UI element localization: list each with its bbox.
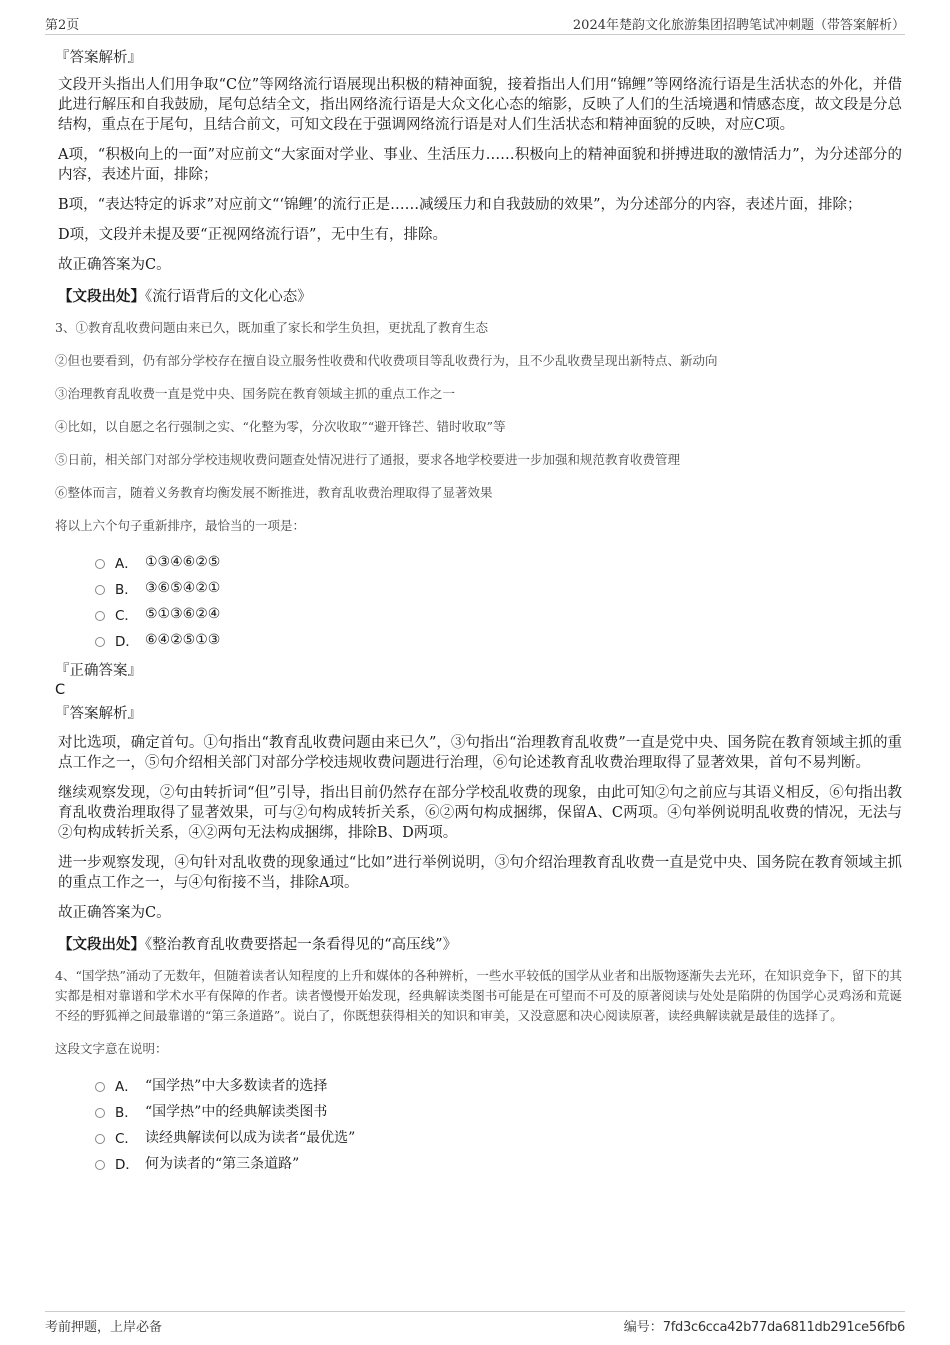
option-d[interactable]: [95, 1150, 902, 1176]
option-letter: B．: [115, 582, 138, 598]
option-letter: D．: [115, 1157, 139, 1173]
passage-source: [58, 933, 902, 954]
page-footer: [45, 1311, 905, 1338]
radio-icon[interactable]: [95, 1134, 105, 1144]
analysis-paragraph: 故正确答案为C。: [58, 905, 171, 921]
option-text: 读经典解读何以成为读者“最优选”: [145, 1130, 356, 1146]
radio-icon[interactable]: [95, 1108, 105, 1118]
source-title: 《整治教育乱收费要搭起一条看得见的“高压线”》: [145, 937, 458, 953]
question-sentence: ⑥整体而言，随着义务教育均衡发展不断推进，教育乱收费治理取得了显著效果: [55, 485, 493, 500]
radio-icon[interactable]: [95, 637, 105, 647]
option-letter: C．: [115, 608, 138, 624]
source-title: 《流行语背后的文化心态》: [145, 289, 312, 305]
question-text: 4、“国学热”涌动了无数年，但随着读者认知程度的上升和媒体的各种辨析，一些水平较低的国学从业者和出版物逐渐失去光环，在知识竞争下，留下的其实都是相对靠谱和学术水平有保障的作者。读者慢慢开始发现，经典解读类图书可能是在可望而不可及的原著阅读与处处是陷阱的伪国学心灵鸡汤和荒诞不经的野狐禅之间最靠谱的“第三条道路”。说白了，你既想获得相关的知识和审美，又没意愿和决心阅读原著，读经典解读就是最佳的选择了。: [55, 968, 902, 1023]
document-title: 2024年楚韵文化旅游集团招聘笔试冲刺题（带答案解析）: [572, 18, 905, 33]
main-content: [55, 40, 902, 1182]
radio-icon[interactable]: [95, 1082, 105, 1092]
correct-answer: C: [55, 682, 66, 698]
question-sentence: ⑤日前，相关部门对部分学校违规收费问题查处情况进行了通报，要求各地学校要进一步加强和规范教育收费管理: [55, 452, 681, 467]
question-prompt: 将以上六个句子重新排序，最恰当的一项是：: [55, 518, 306, 533]
page-number: 第2页: [45, 18, 80, 33]
radio-icon[interactable]: [95, 611, 105, 621]
option-a[interactable]: [95, 1072, 902, 1098]
option-text: “国学热”中大多数读者的选择: [145, 1078, 328, 1094]
analysis-label: 『答案解析』: [55, 706, 142, 722]
radio-icon[interactable]: [95, 585, 105, 595]
option-d[interactable]: [95, 627, 902, 653]
option-text: ⑤①③⑥②④: [145, 606, 221, 622]
option-letter: A．: [115, 556, 138, 572]
option-c[interactable]: [95, 1124, 902, 1150]
option-letter: C．: [115, 1131, 138, 1147]
option-a[interactable]: [95, 549, 902, 575]
analysis-paragraph: D项，文段并未提及要“正视网络流行语”，无中生有，排除。: [58, 227, 447, 243]
option-text: ①③④⑥②⑤: [145, 554, 221, 570]
radio-icon[interactable]: [95, 1160, 105, 1170]
document-code: [624, 1316, 905, 1335]
question-sentence: ③治理教育乱收费一直是党中央、国务院在教育领域主抓的重点工作之一: [55, 386, 456, 401]
question-sentence: 3、①教育乱收费问题由来已久，既加重了家长和学生负担，更扰乱了教育生态: [55, 320, 488, 335]
analysis-label: 『答案解析』: [55, 50, 142, 66]
analysis-paragraph: B项，“表达特定的诉求”对应前文“‘锦鲤’的流行正是……减缓压力和自我鼓励的效果”，为分述部分的内容，表述片面，排除；: [58, 197, 862, 213]
option-text: “国学热”中的经典解读类图书: [145, 1104, 328, 1120]
code-value: 7fd3c6cca42b77da6811db291ce56fb6: [662, 1320, 905, 1335]
option-b[interactable]: [95, 575, 902, 601]
question-prompt: 这段文字意在说明：: [55, 1041, 168, 1056]
option-letter: A．: [115, 1079, 138, 1095]
analysis-paragraph: 进一步观察发现，④句针对乱收费的现象通过“比如”进行举例说明，③句介绍治理教育乱收费一直是党中央、国务院在教育领域主抓的重点工作之一，与④句衔接不当，排除A项。: [58, 855, 902, 891]
question-sentence: ④比如，以自愿之名行强制之实、“化整为零，分次收取”“避开锋芒、错时收取”等: [55, 419, 506, 434]
analysis-paragraph: 对比选项，确定首句。①句指出“教育乱收费问题由来已久”，③句指出“治理教育乱收费”一直是党中央、国务院在教育领域主抓的重点工作之一，⑤句介绍相关部门对部分学校违规收费问题进行治理，⑥句论述教育乱收费治理取得了显著效果，首句不易判断。: [58, 735, 902, 771]
option-c[interactable]: [95, 601, 902, 627]
page-header: [45, 12, 905, 35]
correct-answer-label: 『正确答案』: [55, 663, 142, 679]
question-sentence: ②但也要看到，仍有部分学校存在擅自设立服务性收费和代收费项目等乱收费行为，且不少乱收费呈现出新特点、新动向: [55, 353, 718, 368]
option-text: 何为读者的“第三条道路”: [145, 1156, 300, 1172]
passage-source: [58, 285, 902, 306]
radio-icon[interactable]: [95, 559, 105, 569]
analysis-paragraph: 故正确答案为C。: [58, 257, 171, 273]
option-b[interactable]: [95, 1098, 902, 1124]
analysis-paragraph: 继续观察发现，②句由转折词“但”引导，指出目前仍然存在部分学校乱收费的现象，由此可知②句之前应与其语义相反，⑥句指出教育乱收费治理取得了显著效果，可与②句构成转折关系，⑥②两句构成捆绑，保留A、C两项。④句举例说明乱收费的情况，无法与②句构成转折关系，④②两句无法构成捆绑，排除B、D两项。: [58, 785, 902, 841]
source-label: 【文段出处】: [58, 288, 145, 305]
q4-options: [95, 1072, 902, 1176]
option-text: ⑥④②⑤①③: [145, 632, 221, 648]
analysis-paragraph: A项，“积极向上的一面”对应前文“大家面对学业、事业、生活压力……积极向上的精神面貌和拼搏进取的激情活力”，为分述部分的内容，表述片面，排除；: [58, 147, 902, 183]
footer-slogan: 考前押题，上岸必备: [45, 1320, 163, 1335]
option-letter: B．: [115, 1105, 138, 1121]
option-text: ③⑥⑤④②①: [145, 580, 221, 596]
analysis-paragraph: 文段开头指出人们用争取“C位”等网络流行语展现出积极的精神面貌，接着指出人们用“锦鲤”等网络流行语是生活状态的外化，并借此进行解压和自我鼓励，尾句总结全文，指出网络流行语是大众文化心态的缩影，反映了人们的生活境遇和情感态度，故文段是分总结构，重点在于尾句，且结合前文，可知文段在于强调网络流行语是对人们生活状态和精神面貌的反映，对应C项。: [58, 77, 902, 133]
option-letter: D．: [115, 634, 139, 650]
q3-options: [95, 549, 902, 653]
code-label: 编号：: [623, 1320, 663, 1335]
source-label: 【文段出处】: [58, 936, 145, 953]
